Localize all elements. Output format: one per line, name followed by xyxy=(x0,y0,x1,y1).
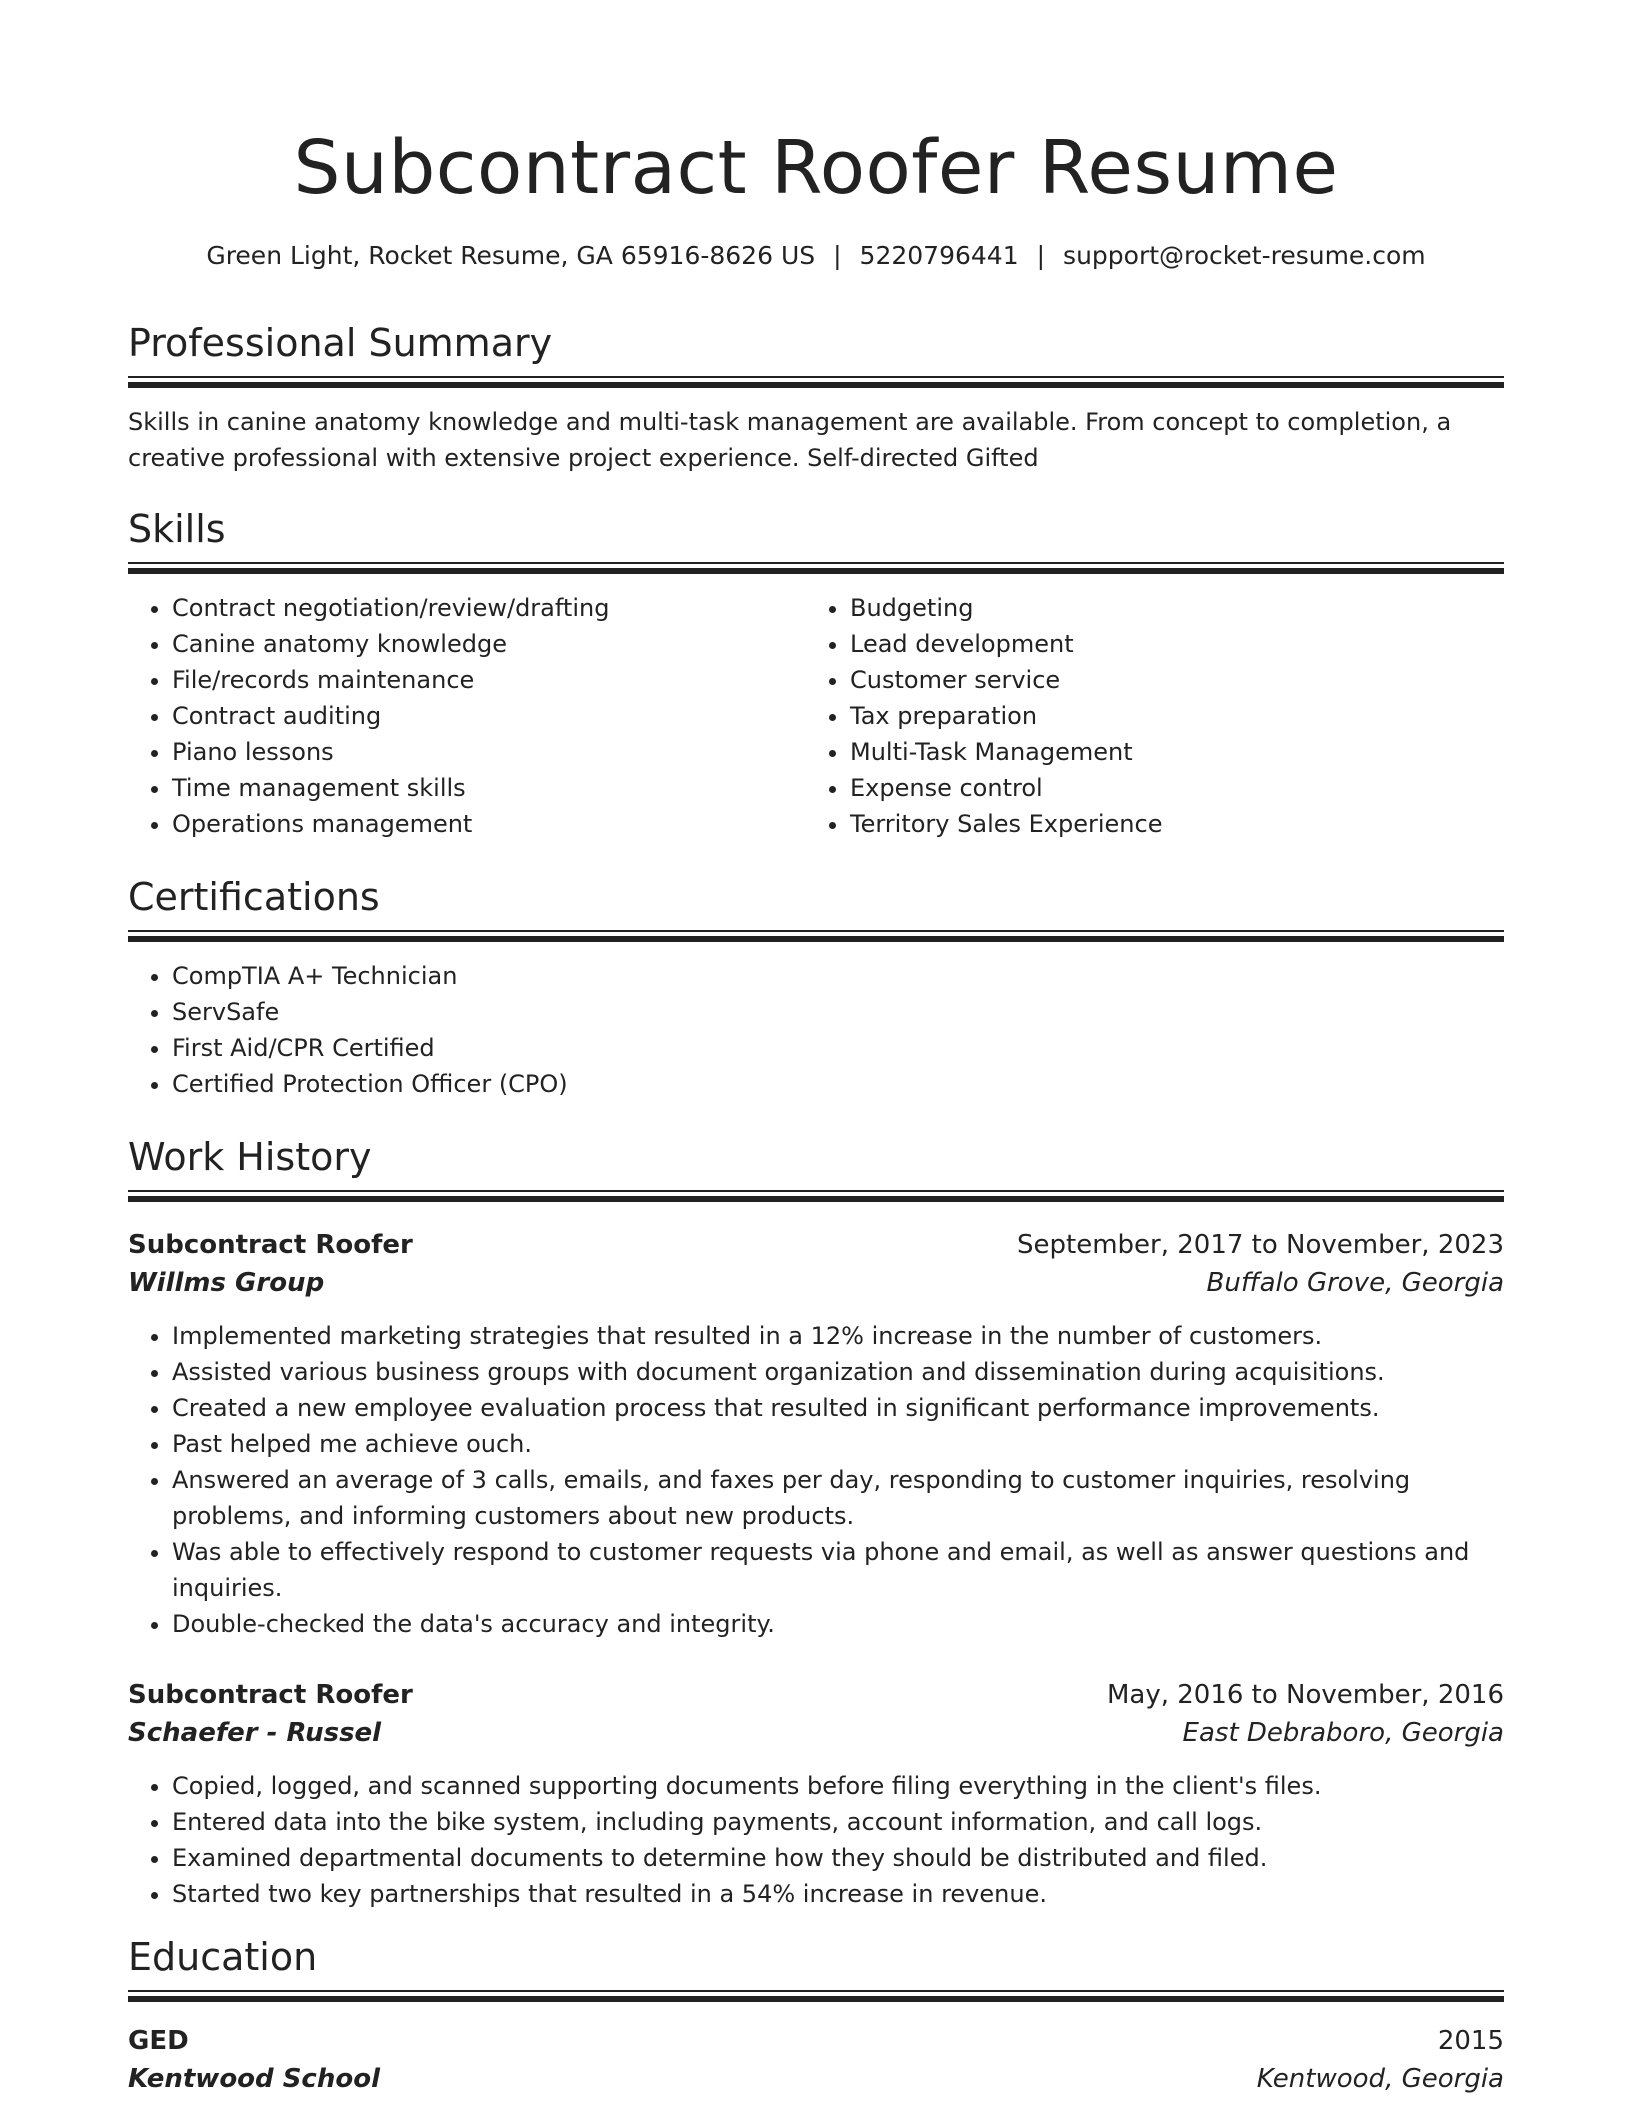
certification-item: • CompTIA A+ Technician xyxy=(172,958,1548,994)
skill-item: • Budgeting xyxy=(850,590,1490,626)
education-location: Kentwood, Georgia xyxy=(1256,2064,1504,2094)
skill-item: • Tax preparation xyxy=(850,698,1490,734)
skill-item: • Multi-Task Management xyxy=(850,734,1490,770)
job-bullet: • Past helped me achieve ouch. xyxy=(172,1426,1504,1462)
job-entry xyxy=(128,1676,1504,1912)
job-bullets xyxy=(128,1768,1504,1912)
job-title: Subcontract Roofer xyxy=(128,1230,413,1260)
section-divider xyxy=(128,930,1504,932)
education-school: Kentwood School xyxy=(128,2064,380,2094)
job-header-row xyxy=(128,1676,1504,1714)
skill-item: • Time management skills xyxy=(172,770,812,806)
section-divider xyxy=(128,1990,1504,1992)
section-divider xyxy=(128,936,1504,942)
job-bullet: • Entered data into the bike system, including payments, account information, and call logs. xyxy=(172,1804,1504,1840)
job-bullet: • Started two key partnerships that resulted in a 54% increase in revenue. xyxy=(172,1876,1504,1912)
certification-item: • First Aid/CPR Certified xyxy=(172,1030,1548,1066)
job-company-row xyxy=(128,1714,1504,1752)
skill-item: • Contract negotiation/review/drafting xyxy=(172,590,812,626)
education-degree: GED xyxy=(128,2026,189,2056)
skill-item: • Lead development xyxy=(850,626,1490,662)
job-company: Schaefer - Russel xyxy=(128,1718,382,1748)
job-dates: September, 2017 to November, 2023 xyxy=(1017,1230,1504,1260)
job-bullet: • Created a new employee evaluation process that resulted in significant performance improvements. xyxy=(172,1390,1504,1426)
education-year: 2015 xyxy=(1437,2026,1504,2056)
skill-item: • Contract auditing xyxy=(172,698,812,734)
job-company: Willms Group xyxy=(128,1268,325,1298)
section-heading: Work History xyxy=(128,1135,372,1179)
education-entry xyxy=(128,2022,1504,2098)
section-divider xyxy=(128,382,1504,388)
certification-item: • Certified Protection Officer (CPO) xyxy=(172,1066,1548,1102)
section-divider xyxy=(128,1996,1504,2002)
contact-phone: 5220796441 xyxy=(859,241,1019,270)
skill-item: • Customer service xyxy=(850,662,1490,698)
section-divider xyxy=(128,1190,1504,1192)
job-bullet: • Double-checked the data's accuracy and integrity. xyxy=(172,1606,1504,1642)
job-bullet: • Copied, logged, and scanned supporting documents before filing everything in the client's files. xyxy=(172,1768,1504,1804)
contact-separator: | xyxy=(1036,241,1046,270)
job-bullet: • Assisted various business groups with document organization and dissemination during acquisitions. xyxy=(172,1354,1504,1390)
section-heading: Skills xyxy=(128,507,226,551)
resume-title: Subcontract Roofer Resume xyxy=(293,125,1339,211)
job-bullets xyxy=(128,1318,1504,1642)
contact-separator: | xyxy=(833,241,842,270)
contact-email: support@rocket-resume.com xyxy=(1063,241,1426,270)
section-divider xyxy=(128,376,1504,378)
job-entry xyxy=(128,1226,1504,1642)
contact-line xyxy=(128,238,1504,274)
job-bullet: • Examined departmental documents to determine how they should be distributed and filed. xyxy=(172,1840,1504,1876)
skill-item: • Expense control xyxy=(850,770,1490,806)
job-location: Buffalo Grove, Georgia xyxy=(1206,1268,1504,1298)
section-heading: Education xyxy=(128,1935,318,1979)
skill-item: • Territory Sales Experience xyxy=(850,806,1490,842)
section-heading: Certifications xyxy=(128,875,380,919)
section-heading: Professional Summary xyxy=(128,321,553,365)
summary-text: Skills in canine anatomy knowledge and multi-task management are available. From concept to completion, a creative professional with extensive project experience. Self-directed Gifted xyxy=(128,408,1452,472)
certification-item: • ServSafe xyxy=(172,994,1548,1030)
job-bullet: • Implemented marketing strategies that resulted in a 12% increase in the number of customers. xyxy=(172,1318,1504,1354)
education-header-row xyxy=(128,2022,1504,2060)
skill-item: • Piano lessons xyxy=(172,734,812,770)
education-school-row xyxy=(128,2060,1504,2098)
section-divider xyxy=(128,1196,1504,1202)
job-location: East Debraboro, Georgia xyxy=(1182,1718,1504,1748)
job-title: Subcontract Roofer xyxy=(128,1680,413,1710)
skills-list-left xyxy=(128,590,812,842)
skills-list-right xyxy=(806,590,1490,842)
job-bullet: • Was able to effectively respond to customer requests via phone and email, as well as answer questions and inquiries. xyxy=(172,1534,1504,1606)
job-company-row xyxy=(128,1264,1504,1302)
section-divider xyxy=(128,562,1504,564)
section-divider xyxy=(128,568,1504,574)
job-dates: May, 2016 to November, 2016 xyxy=(1106,1680,1504,1710)
skill-item: • Canine anatomy knowledge xyxy=(172,626,812,662)
skill-item: • File/records maintenance xyxy=(172,662,812,698)
contact-address: Green Light, Rocket Resume, GA 65916-8626 US xyxy=(206,241,816,270)
job-header-row xyxy=(128,1226,1504,1264)
job-bullet: • Answered an average of 3 calls, emails, and faxes per day, responding to customer inquiries, resolving problems, and informing customers about new products. xyxy=(172,1462,1504,1534)
skill-item: • Operations management xyxy=(172,806,812,842)
certifications-list xyxy=(128,958,1548,1102)
